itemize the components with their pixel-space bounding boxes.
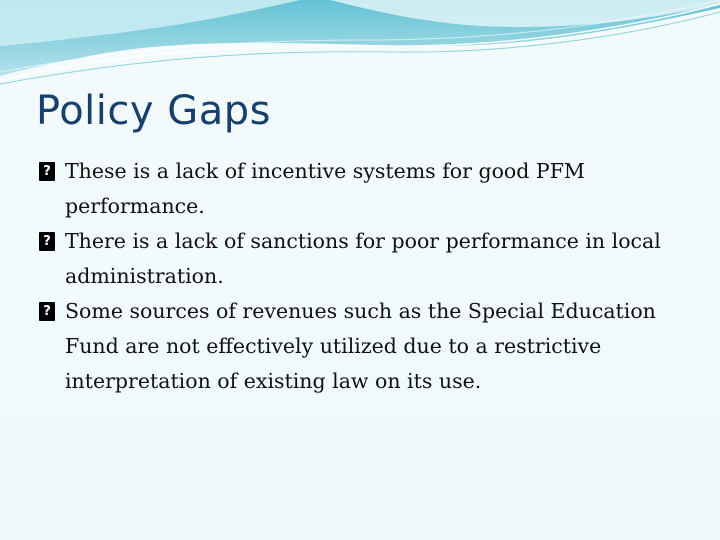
bullet-marker-icon <box>39 162 55 181</box>
bullet-text: There is a lack of sanctions for poor performance in local administration. <box>65 229 661 288</box>
bullet-marker-icon <box>39 232 55 251</box>
slide-title: Policy Gaps <box>36 88 272 134</box>
bullet-list <box>36 154 676 399</box>
bullet-item <box>36 224 676 294</box>
bullet-item <box>36 154 676 224</box>
bullet-marker-icon <box>39 302 55 321</box>
bullet-text: Some sources of revenues such as the Special Education Fund are not effectively utilized due to a restrictive interpretation of existing law on its use. <box>65 299 656 393</box>
bullet-text: These is a lack of incentive systems for good PFM performance. <box>65 159 585 218</box>
decorative-wave-header <box>0 0 720 90</box>
bullet-item <box>36 294 676 399</box>
